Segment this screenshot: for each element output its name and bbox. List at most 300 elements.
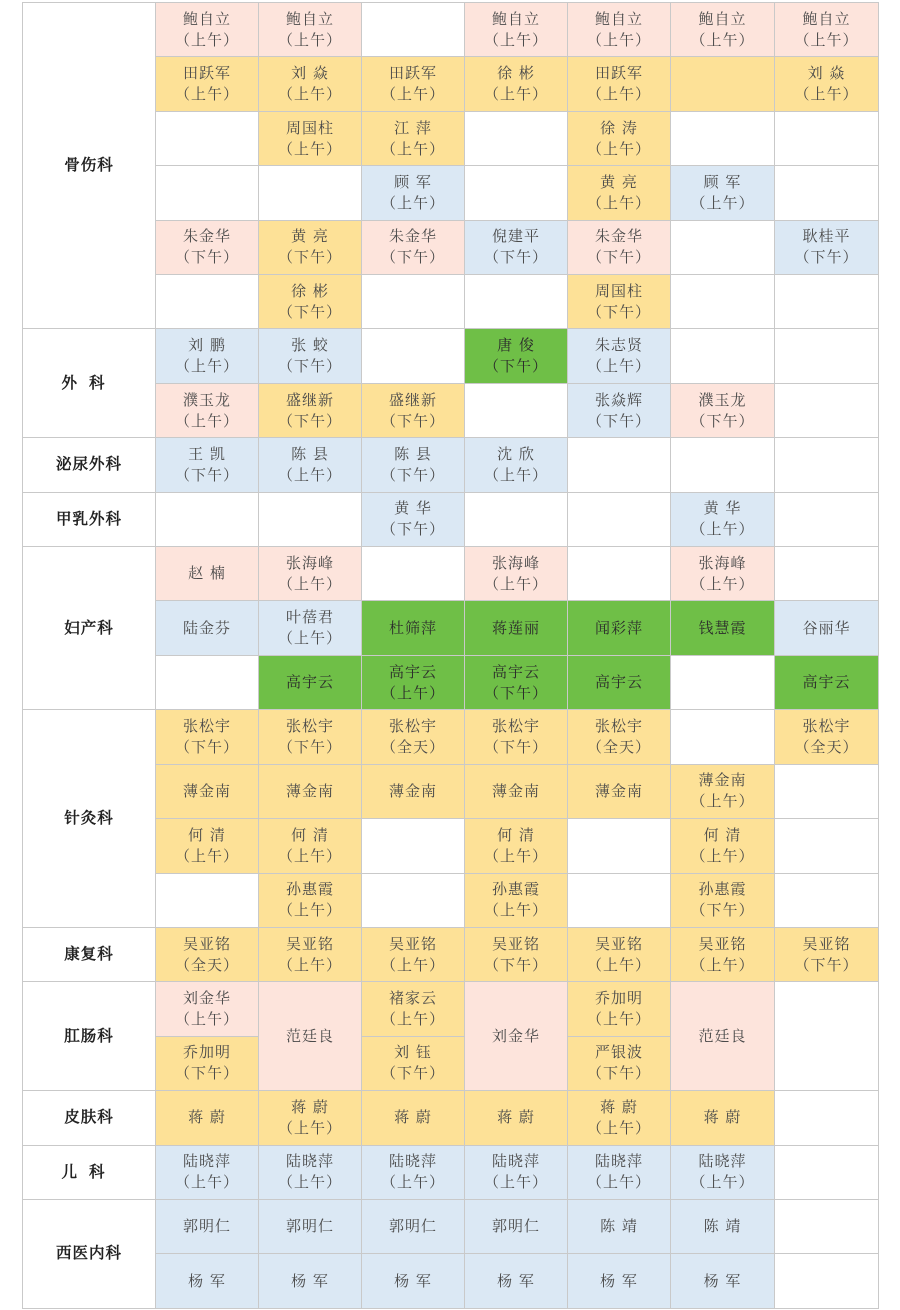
doctor-cell [568,57,671,111]
schedule-row [23,329,879,383]
doctor-name: 王 凯 [188,444,226,463]
shift-time: （下午） [174,465,239,484]
shift-time: （下午） [586,302,651,321]
doctor-cell [156,764,259,818]
doctor-name: 孙惠霞 [285,880,334,899]
doctor-name: 唐 俊 [497,336,535,355]
doctor-name: 周国柱 [285,118,334,137]
doctor-cell [568,764,671,818]
doctor-cell [259,819,362,873]
doctor-cell [259,873,362,927]
doctor-name: 高宇云 [594,673,643,692]
shift-time: （上午） [586,85,651,104]
doctor-cell [568,383,671,437]
doctor-name: 郭明仁 [182,1217,231,1236]
shift-time: （上午） [277,30,342,49]
empty-cell [671,57,775,111]
doctor-name: 何 清 [497,825,535,844]
department-name: 皮肤科 [23,1091,156,1145]
doctor-name: 蒋 蔚 [394,1108,432,1127]
doctor-name: 田跃军 [182,64,231,83]
shift-time: （下午） [794,955,859,974]
doctor-cell [775,220,879,274]
shift-time: （上午） [690,574,755,593]
doctor-cell [156,3,259,57]
doctor-name: 张海峰 [698,553,747,572]
doctor-cell [465,1254,568,1308]
doctor-name: 鲍自立 [491,9,540,28]
empty-cell [568,819,671,873]
doctor-cell [465,601,568,655]
shift-time: （上午） [690,955,755,974]
doctor-cell [156,1254,259,1308]
doctor-cell [775,3,879,57]
schedule-row [23,547,879,601]
doctor-cell [671,166,775,220]
doctor-name: 沈 欣 [497,444,535,463]
doctor-name: 倪建平 [491,227,540,246]
doctor-name: 蒋 蔚 [600,1097,638,1116]
doctor-cell [156,1145,259,1199]
shift-time: （上午） [277,139,342,158]
empty-cell [775,383,879,437]
shift-time: （上午） [380,1010,445,1029]
doctor-cell [259,655,362,709]
doctor-cell [362,927,465,981]
doctor-name: 徐 彬 [291,281,329,300]
shift-time: （上午） [380,683,445,702]
doctor-name: 江 萍 [394,118,432,137]
doctor-name: 黄 华 [703,499,742,518]
doctor-cell [362,601,465,655]
doctor-name: 刘 鹏 [188,336,226,355]
shift-time: （上午） [277,85,342,104]
empty-cell [775,873,879,927]
shift-time: （全天） [380,737,445,756]
doctor-name: 褚家云 [388,989,437,1008]
empty-cell [156,111,259,165]
shift-time: （下午） [277,357,342,376]
doctor-cell [259,1091,362,1145]
shift-time: （上午） [277,955,342,974]
doctor-name: 蒋 蔚 [188,1108,226,1127]
doctor-name: 郭明仁 [491,1217,540,1236]
empty-cell [156,655,259,709]
doctor-name: 郭明仁 [285,1217,334,1236]
doctor-cell [568,329,671,383]
empty-cell [775,547,879,601]
shift-time: （下午） [277,411,342,430]
empty-cell [775,275,879,329]
doctor-name: 陆晓萍 [388,1152,437,1171]
doctor-cell [362,764,465,818]
doctor-cell [156,819,259,873]
shift-time: （上午） [586,1118,651,1137]
doctor-cell [156,601,259,655]
doctor-name: 张松宇 [388,716,437,735]
doctor-name: 张海峰 [491,553,540,572]
empty-cell [671,655,775,709]
empty-cell [775,111,879,165]
doctor-name: 朱金华 [388,227,437,246]
doctor-name: 乔加明 [182,1043,231,1062]
schedule-row [23,710,879,764]
shift-time: （上午） [483,1173,548,1192]
empty-cell [362,819,465,873]
doctor-cell [259,1199,362,1253]
doctor-cell [362,1036,465,1090]
schedule-body [23,3,879,1309]
empty-cell [775,1091,879,1145]
doctor-name: 张焱辉 [594,390,643,409]
doctor-cell [465,3,568,57]
doctor-name: 濮玉龙 [182,390,231,409]
doctor-name: 蒋 蔚 [291,1097,329,1116]
empty-cell [568,438,671,492]
shift-time: （上午） [483,901,548,920]
doctor-cell [362,111,465,165]
shift-time: （下午） [483,357,548,376]
doctor-name: 刘金华 [182,989,231,1008]
schedule-row [23,927,879,981]
doctor-cell [775,927,879,981]
empty-cell [362,329,465,383]
doctor-cell [568,1199,671,1253]
shift-time: （上午） [380,955,445,974]
doctor-name: 蒋 蔚 [703,1108,742,1127]
doctor-cell [362,655,465,709]
doctor-name: 杨 军 [188,1271,226,1290]
shift-time: （上午） [174,846,239,865]
doctor-name: 鲍自立 [698,9,747,28]
doctor-cell [671,492,775,546]
schedule-row [23,438,879,492]
doctor-name: 高宇云 [388,662,437,681]
doctor-name: 吴亚铭 [698,934,747,953]
doctor-cell [156,57,259,111]
doctor-name: 濮玉龙 [698,390,747,409]
doctor-cell [259,220,362,274]
empty-cell [671,111,775,165]
shift-time: （上午） [277,629,342,648]
doctor-name: 薄金南 [182,781,231,800]
shift-time: （上午） [794,30,859,49]
shift-time: （下午） [380,1064,445,1083]
doctor-cell [465,1145,568,1199]
doctor-cell [156,1036,259,1090]
doctor-cell [568,275,671,329]
doctor-name: 陈 县 [291,444,329,463]
shift-time: （下午） [483,737,548,756]
shift-time: （上午） [586,955,651,974]
shift-time: （上午） [380,1173,445,1192]
schedule-row [23,1199,879,1253]
doctor-cell [465,655,568,709]
empty-cell [465,166,568,220]
doctor-cell [156,927,259,981]
doctor-name: 蒋 蔚 [497,1108,535,1127]
doctor-name: 刘 焱 [291,64,329,83]
doctor-name: 薄金南 [594,781,643,800]
department-name: 针灸科 [23,710,156,928]
doctor-name: 刘 焱 [807,64,846,83]
doctor-name: 薄金南 [491,781,540,800]
empty-cell [775,1254,879,1308]
shift-time: （上午） [277,574,342,593]
doctor-cell [671,873,775,927]
empty-cell [156,492,259,546]
duty-schedule-table [22,2,879,1309]
doctor-name: 高宇云 [285,673,334,692]
doctor-cell [156,329,259,383]
empty-cell [362,547,465,601]
shift-time: （下午） [277,302,342,321]
empty-cell [671,710,775,764]
doctor-name: 耿桂平 [802,227,851,246]
doctor-cell [362,57,465,111]
shift-time: （上午） [483,85,548,104]
doctor-cell [568,927,671,981]
doctor-cell [568,655,671,709]
doctor-cell [362,982,465,1036]
shift-time: （下午） [690,901,755,920]
shift-time: （上午） [277,846,342,865]
doctor-name: 吴亚铭 [285,934,334,953]
doctor-name: 薄金南 [285,781,334,800]
doctor-name: 乔加明 [594,989,643,1008]
shift-time: （上午） [483,465,548,484]
shift-time: （下午） [380,465,445,484]
doctor-name: 吴亚铭 [182,934,231,953]
doctor-cell [259,547,362,601]
doctor-name: 陆晓萍 [698,1152,747,1171]
shift-time: （上午） [690,30,755,49]
doctor-name: 严银波 [594,1043,643,1062]
doctor-name: 田跃军 [594,64,643,83]
department-name: 外科 [23,329,156,438]
shift-time: （上午） [690,846,755,865]
doctor-cell [259,275,362,329]
doctor-name: 周国柱 [594,281,643,300]
doctor-cell [568,220,671,274]
doctor-name: 杜筛萍 [388,618,437,637]
doctor-name: 范廷良 [285,1026,334,1045]
doctor-name: 鲍自立 [285,9,334,28]
schedule-row [23,1091,879,1145]
doctor-cell [671,1091,775,1145]
doctor-cell [568,1036,671,1090]
doctor-name: 张 蛟 [291,336,329,355]
department-name: 泌尿外科 [23,438,156,492]
doctor-cell [156,547,259,601]
shift-time: （上午） [483,30,548,49]
doctor-cell [465,438,568,492]
empty-cell [671,329,775,383]
doctor-cell [362,1091,465,1145]
doctor-cell [568,3,671,57]
doctor-name: 高宇云 [802,673,851,692]
doctor-name: 杨 军 [291,1271,329,1290]
doctor-name: 闻彩萍 [594,618,643,637]
doctor-cell [259,57,362,111]
empty-cell [775,492,879,546]
doctor-name: 蒋莲丽 [491,618,540,637]
empty-cell [775,982,879,1091]
shift-time: （上午） [277,1118,342,1137]
doctor-cell [568,601,671,655]
empty-cell [775,1199,879,1253]
empty-cell [671,275,775,329]
doctor-cell [568,1091,671,1145]
doctor-name: 鲍自立 [802,9,851,28]
doctor-name: 杨 军 [703,1271,742,1290]
doctor-cell [465,1091,568,1145]
empty-cell [671,220,775,274]
department-name: 妇产科 [23,547,156,710]
doctor-name: 陈 县 [394,444,432,463]
doctor-cell [568,710,671,764]
doctor-cell [259,601,362,655]
doctor-cell [259,1145,362,1199]
doctor-cell [259,1254,362,1308]
empty-cell [259,166,362,220]
shift-time: （全天） [794,737,859,756]
empty-cell [465,492,568,546]
doctor-cell [362,383,465,437]
department-name: 甲乳外科 [23,492,156,546]
doctor-name: 吴亚铭 [491,934,540,953]
doctor-name: 黄 华 [394,499,432,518]
doctor-name: 朱金华 [594,227,643,246]
doctor-name: 顾 军 [703,172,742,191]
doctor-cell [259,329,362,383]
doctor-name: 陆晓萍 [182,1152,231,1171]
doctor-cell [775,601,879,655]
shift-time: （上午） [586,139,651,158]
shift-time: （上午） [483,846,548,865]
doctor-name: 薄金南 [698,771,747,790]
shift-time: （上午） [174,411,239,430]
doctor-name: 张松宇 [594,716,643,735]
doctor-cell [465,329,568,383]
empty-cell [775,819,879,873]
doctor-name: 叶蓓君 [285,608,334,627]
doctor-name: 何 清 [703,825,742,844]
doctor-name: 吴亚铭 [802,934,851,953]
empty-cell [671,438,775,492]
shift-time: （下午） [483,955,548,974]
doctor-name: 吴亚铭 [594,934,643,953]
doctor-name: 张松宇 [802,716,851,735]
doctor-cell [465,873,568,927]
shift-time: （下午） [586,1064,651,1083]
schedule-row [23,982,879,1036]
doctor-cell [465,710,568,764]
doctor-cell [671,1199,775,1253]
doctor-name: 鲍自立 [182,9,231,28]
doctor-name: 谷丽华 [802,618,851,637]
shift-time: （上午） [380,193,445,212]
empty-cell [775,764,879,818]
doctor-name: 陈 靖 [703,1217,742,1236]
department-name: 骨伤科 [23,3,156,329]
doctor-cell [568,1254,671,1308]
shift-time: （下午） [483,683,548,702]
doctor-cell [775,710,879,764]
doctor-name: 张松宇 [182,716,231,735]
department-name: 康复科 [23,927,156,981]
doctor-name: 顾 军 [394,172,432,191]
department-name: 儿科 [23,1145,156,1199]
empty-cell [775,329,879,383]
schedule-row [23,3,879,57]
shift-time: （下午） [380,520,445,539]
shift-time: （下午） [794,248,859,267]
empty-cell [362,275,465,329]
empty-cell [465,383,568,437]
shift-time: （上午） [586,357,651,376]
shift-time: （全天） [174,955,239,974]
doctor-cell [362,1145,465,1199]
doctor-cell [156,710,259,764]
doctor-name: 刘 钰 [394,1043,432,1062]
doctor-cell [775,655,879,709]
shift-time: （下午） [277,248,342,267]
doctor-name: 吴亚铭 [388,934,437,953]
shift-time: （上午） [380,139,445,158]
empty-cell [568,492,671,546]
doctor-cell [362,1254,465,1308]
doctor-name: 陆晓萍 [491,1152,540,1171]
doctor-cell [568,1145,671,1199]
shift-time: （下午） [586,411,651,430]
doctor-name: 张松宇 [491,716,540,735]
shift-time: （上午） [174,1173,239,1192]
doctor-cell [671,982,775,1091]
shift-time: （下午） [380,248,445,267]
doctor-cell [465,1199,568,1253]
doctor-cell [259,3,362,57]
doctor-cell [259,438,362,492]
empty-cell [568,547,671,601]
empty-cell [775,166,879,220]
doctor-cell [465,982,568,1091]
doctor-name: 朱金华 [182,227,231,246]
shift-time: （上午） [380,85,445,104]
doctor-cell [362,220,465,274]
doctor-cell [671,764,775,818]
shift-time: （下午） [174,737,239,756]
doctor-cell [465,764,568,818]
doctor-name: 张海峰 [285,553,334,572]
shift-time: （上午） [794,85,859,104]
empty-cell [465,111,568,165]
doctor-name: 郭明仁 [388,1217,437,1236]
doctor-cell [362,1199,465,1253]
doctor-cell [362,710,465,764]
doctor-name: 薄金南 [388,781,437,800]
doctor-cell [671,547,775,601]
doctor-name: 刘金华 [491,1026,540,1045]
empty-cell [775,438,879,492]
doctor-cell [362,166,465,220]
doctor-name: 钱慧霞 [698,618,747,637]
doctor-cell [465,57,568,111]
shift-time: （上午） [174,85,239,104]
shift-time: （上午） [690,1173,755,1192]
doctor-name: 孙惠霞 [698,880,747,899]
shift-time: （上午） [690,193,755,212]
